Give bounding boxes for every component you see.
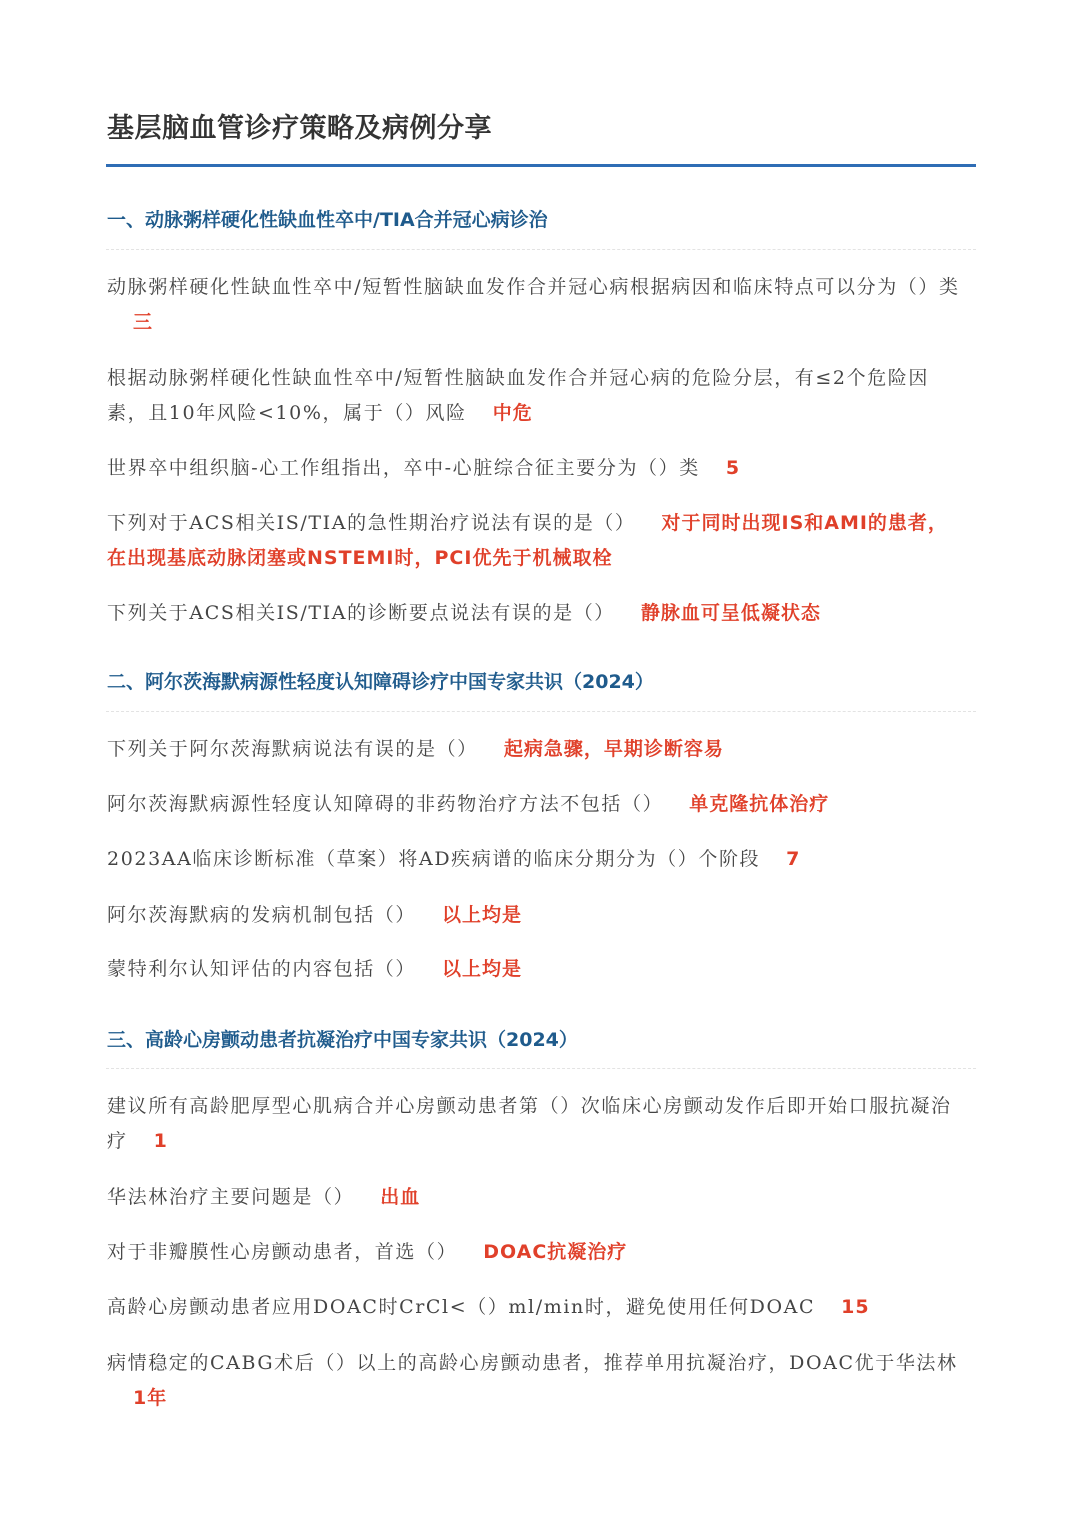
question-text: 阿尔茨海默病的发病机制包括（） — [107, 904, 417, 926]
answer-text: 5 — [725, 457, 741, 479]
question-item — [107, 1290, 967, 1325]
answer-text: 1年 — [133, 1387, 168, 1409]
question-text: 阿尔茨海默病源性轻度认知障碍的非药物治疗方法不包括（） — [107, 793, 664, 815]
question-item — [107, 732, 967, 767]
question-text: 蒙特利尔认知评估的内容包括（） — [107, 958, 417, 980]
question-item — [107, 361, 967, 431]
question-item — [107, 270, 967, 340]
question-item — [107, 842, 967, 877]
page-title: 基层脑血管诊疗策略及病例分享 — [107, 113, 492, 144]
section-divider — [106, 1068, 976, 1069]
answer-text: DOAC抗凝治疗 — [483, 1241, 628, 1263]
question-item — [107, 451, 967, 486]
question-text: 下列关于ACS相关IS/TIA的诊断要点说法有误的是（） — [107, 602, 615, 624]
answer-text: 起病急骤，早期诊断容易 — [503, 738, 724, 760]
question-text: 下列关于阿尔茨海默病说法有误的是（） — [107, 738, 478, 760]
answer-text: 15 — [841, 1296, 870, 1318]
answer-text: 1 — [153, 1130, 168, 1152]
question-text: 病情稳定的CABG术后（）以上的高龄心房颤动患者，推荐单用抗凝治疗，DOAC优于华法林 — [107, 1352, 958, 1374]
answer-text: 单克隆抗体治疗 — [689, 793, 830, 815]
question-item — [107, 898, 967, 933]
question-text: 华法林治疗主要问题是（） — [107, 1186, 355, 1208]
question-item — [107, 1089, 967, 1159]
answer-text: 对于同时出现IS和AMI的患者，在出现基底动脉闭塞或NSTEMI时，PCI优先于机械取栓 — [107, 512, 948, 569]
question-item — [107, 596, 967, 631]
question-item — [107, 787, 967, 822]
answer-text: 静脉血可呈低凝状态 — [640, 602, 821, 624]
question-text: 动脉粥样硬化性缺血性卒中/短暂性脑缺血发作合并冠心病根据病因和临床特点可以分为（）类 — [107, 276, 960, 298]
answer-text: 三 — [133, 311, 154, 333]
section-heading: 三、高龄心房颤动患者抗凝治疗中国专家共识（2024） — [107, 1029, 578, 1051]
answer-text: 以上均是 — [442, 958, 523, 980]
question-item — [107, 506, 967, 576]
section-heading: 一、动脉粥样硬化性缺血性卒中/TIA合并冠心病诊治 — [107, 209, 548, 231]
question-text: 建议所有高龄肥厚型心肌病合并心房颤动患者第（）次临床心房颤动发作后即开始口服抗凝治疗 — [107, 1095, 952, 1152]
question-item — [107, 1235, 967, 1270]
question-text: 高龄心房颤动患者应用DOAC时CrCl<（）ml/min时，避免使用任何DOAC — [107, 1296, 816, 1318]
question-item — [107, 1180, 967, 1215]
answer-text: 出血 — [380, 1186, 421, 1208]
section-heading: 二、阿尔茨海默病源性轻度认知障碍诊疗中国专家共识（2024） — [107, 671, 654, 693]
section-divider — [106, 711, 976, 712]
answer-text: 7 — [786, 848, 801, 870]
answer-text: 以上均是 — [442, 904, 523, 926]
question-item — [107, 1346, 967, 1416]
title-divider — [106, 164, 976, 167]
question-text: 对于非瓣膜性心房颤动患者，首选（） — [107, 1241, 458, 1263]
answer-text: 中危 — [492, 402, 533, 424]
question-item — [107, 952, 967, 987]
section-divider — [106, 249, 976, 250]
question-text: 根据动脉粥样硬化性缺血性卒中/短暂性脑缺血发作合并冠心病的危险分层，有≤2个危险因素，且10年风险<10%，属于（）风险 — [107, 367, 930, 424]
question-text: 2023AA临床诊断标准（草案）将AD疾病谱的临床分期分为（）个阶段 — [107, 848, 761, 870]
question-text: 世界卒中组织脑-心工作组指出，卒中-心脏综合征主要分为（）类 — [107, 457, 700, 479]
question-text: 下列对于ACS相关IS/TIA的急性期治疗说法有误的是（） — [107, 512, 636, 534]
